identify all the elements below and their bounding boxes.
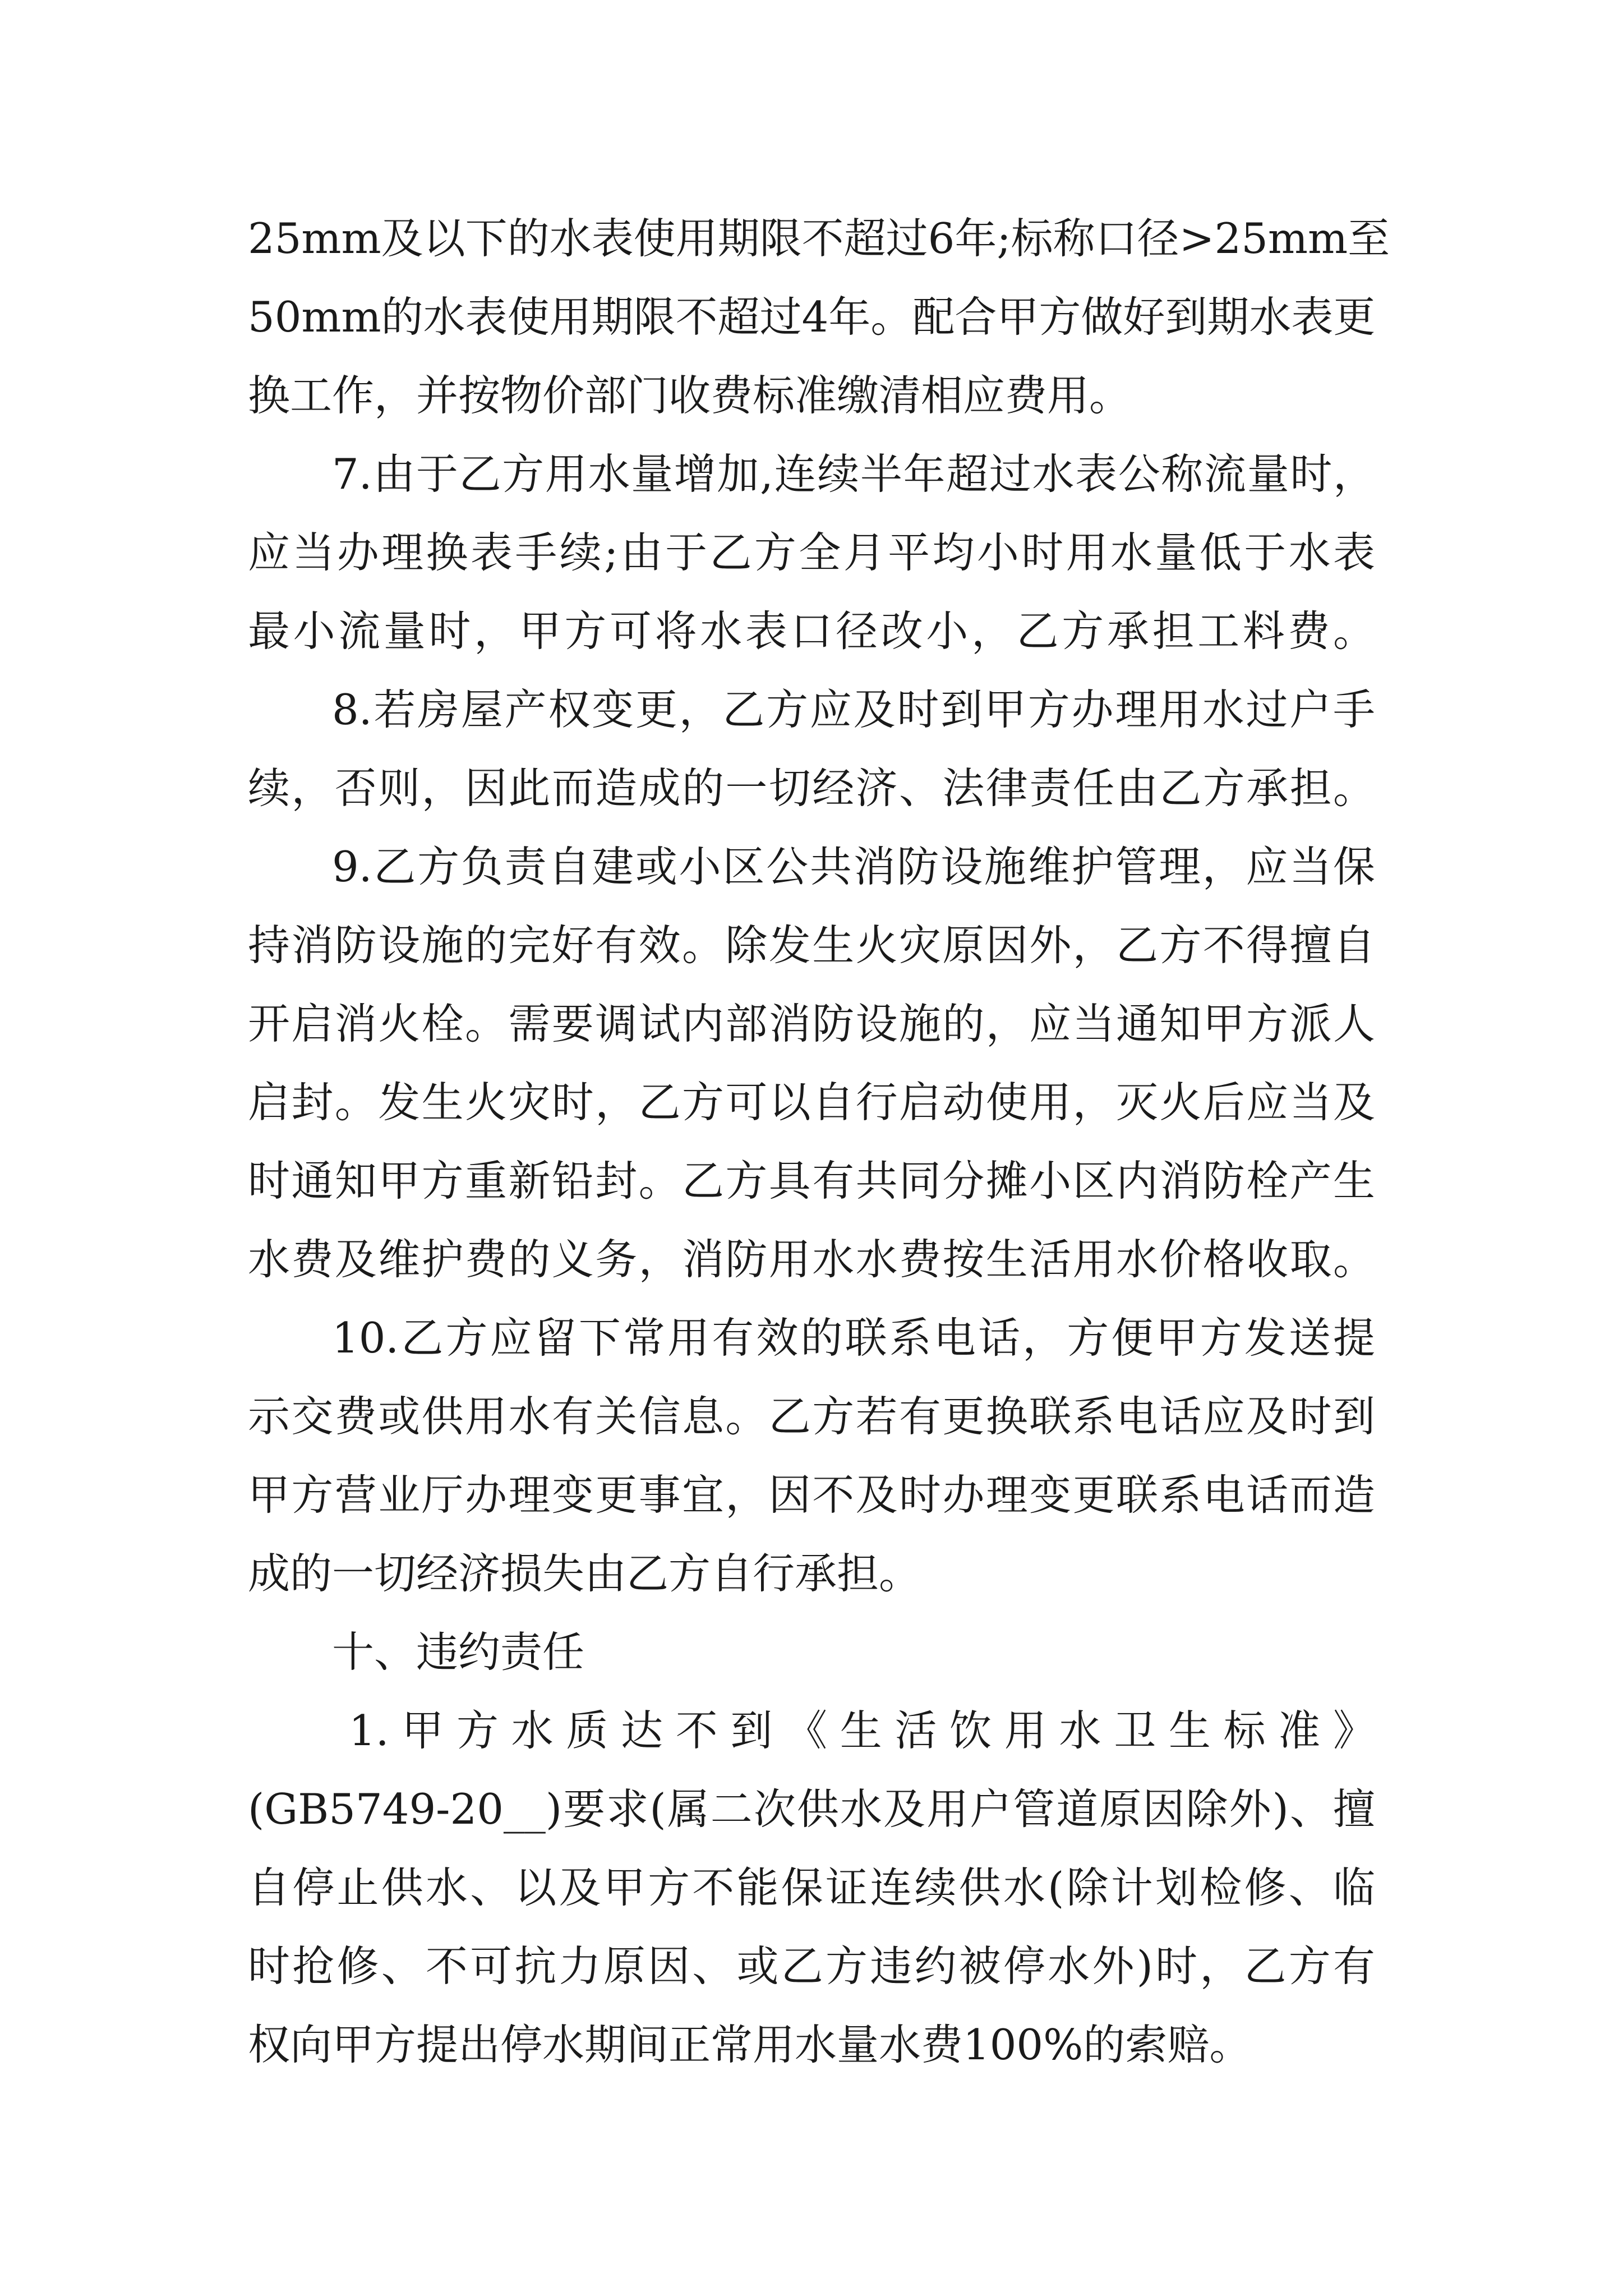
text-line: 甲方营业厅办理变更事宜，因不及时办理变更联系电话而造 <box>248 1470 1375 1520</box>
text-line: 应当办理换表手续;由于乙方全月平均小时用水量低于水表 <box>248 528 1375 577</box>
text-line: 9.乙方负责自建或小区公共消防设施维护管理，应当保 <box>332 842 1375 891</box>
text-line: 25mm及以下的水表使用期限不超过6年;标称口径>25mm至 <box>248 214 1390 263</box>
text-line: 换工作，并按物价部门收费标准缴清相应费用。 <box>248 371 1132 420</box>
text-line: 示交费或供用水有关信息。乙方若有更换联系电话应及时到 <box>248 1392 1375 1441</box>
text-line: (GB5749-20__)要求(属二次供水及用户管道原因除外)、擅 <box>248 1784 1375 1834</box>
text-line: 成的一切经济损失由乙方自行承担。 <box>248 1549 921 1598</box>
text-line: 自停止供水、以及甲方不能保证连续供水(除计划检修、临 <box>248 1863 1375 1912</box>
text-line: 水费及维护费的义务，消防用水水费按生活用水价格收取。 <box>248 1235 1375 1284</box>
text-line: 启封。发生火灾时，乙方可以自行启动使用，灭火后应当及 <box>248 1078 1375 1127</box>
text-line: 权向甲方提出停水期间正常用水量水费100%的索赔。 <box>248 2020 1252 2069</box>
text-line: 开启消火栓。需要调试内部消防设施的，应当通知甲方派人 <box>248 999 1375 1048</box>
text-line: 时抢修、不可抗力原因、或乙方违约被停水外)时，乙方有 <box>248 1941 1375 1991</box>
text-line: 10.乙方应留下常用有效的联系电话，方便甲方发送提 <box>332 1313 1375 1363</box>
text-line: 8.若房屋产权变更，乙方应及时到甲方办理用水过户手 <box>332 685 1375 734</box>
section-heading: 十、违约责任 <box>332 1627 585 1677</box>
text-line: 1.甲方水质达不到《生活饮用水卫生标准》 <box>349 1706 1375 1755</box>
text-line: 时通知甲方重新铅封。乙方具有共同分摊小区内消防栓产生 <box>248 1156 1375 1205</box>
text-line: 最小流量时，甲方可将水表口径改小，乙方承担工料费。 <box>248 606 1375 656</box>
text-line: 7.由于乙方用水量增加,连续半年超过水表公称流量时， <box>332 449 1375 499</box>
text-line: 续，否则，因此而造成的一切经济、法律责任由乙方承担。 <box>248 763 1375 813</box>
text-line: 持消防设施的完好有效。除发生火灾原因外，乙方不得擅自 <box>248 921 1375 970</box>
text-line: 50mm的水表使用期限不超过4年。配合甲方做好到期水表更 <box>248 292 1376 342</box>
